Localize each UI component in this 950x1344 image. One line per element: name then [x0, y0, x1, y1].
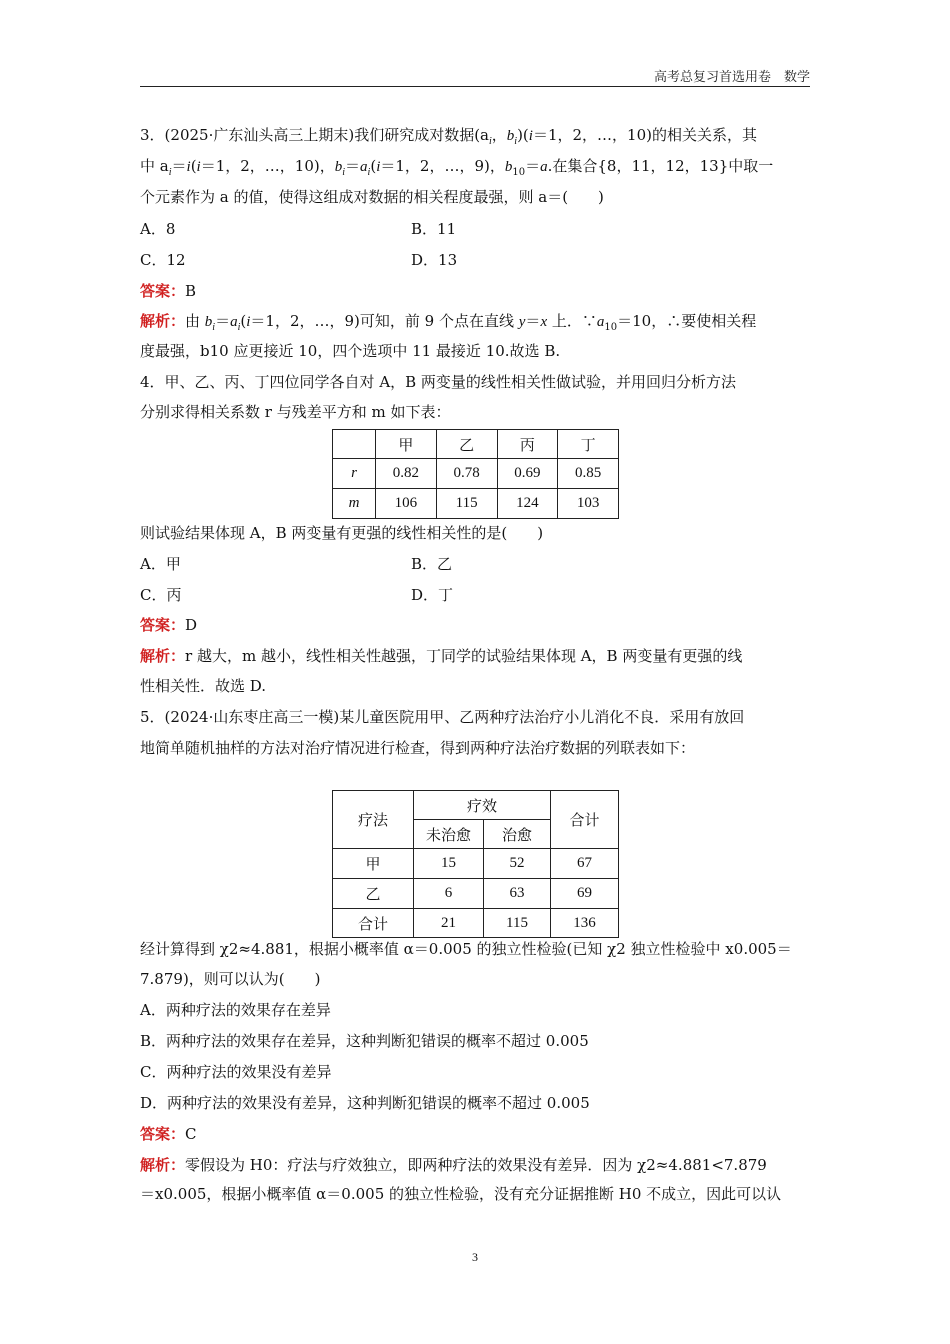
q4-table-cell: 0.82 — [376, 459, 437, 489]
q4-line-3: 则试验结果体现 A，B 两变量有更强的线性相关性的是( ) — [140, 524, 544, 542]
q4-answer: 答案：D — [140, 616, 198, 634]
q4-table-cell: 115 — [436, 489, 497, 519]
q5-table-cell: 67 — [551, 849, 619, 879]
q3-analysis-line-1: 解析：由 $b_i=a_i(i=1$，2，…，9)可知，前 9 个点在直线 y＝x 上．$\because a_{10}=10$，∴要使相关程 — [140, 312, 757, 333]
q4-analysis-line-1: 解析：r 越大，m 越小，线性相关性越强，丁同学的试验结果体现 A，B 两变量有更强的线 — [140, 647, 743, 665]
q5-table-cell: 63 — [484, 879, 551, 909]
q5-table-cell: 21 — [414, 909, 484, 938]
q3-analysis-line-2: 度最强，b10 应更接近 10，四个选项中 11 最接近 10.故选 B. — [140, 342, 561, 360]
q4-option-d: D．丁 — [411, 586, 454, 604]
q4-option-c: C．丙 — [140, 586, 182, 604]
q4-line-2: 分别求得相关系数 r 与残差平方和 m 如下表： — [140, 403, 451, 421]
q5-line-1: 5．(2024·山东枣庄高三一模)某儿童医院用甲、乙两种疗法治疗小儿消化不良．采用有放回 — [140, 708, 745, 726]
q5-table-cell: 115 — [484, 909, 551, 938]
q4-analysis-line-2: 性相关性．故选 D. — [140, 677, 267, 695]
q3-answer: 答案：B — [140, 282, 197, 300]
q5-line-3: 经计算得到 χ2≈4.881，根据小概率值 α＝0.005 的独立性检验(已知 χ2 独立性检验中 x0.005＝ — [140, 940, 792, 958]
q4-option-a: A．甲 — [140, 555, 181, 573]
q5-analysis-line-2: ＝x0.005，根据小概率值 α＝0.005 的独立性检验，没有充分证据推断 H0 不成立，因此可以认 — [140, 1185, 782, 1203]
q4-table-header: 丁 — [558, 430, 619, 459]
q4-row-label: r — [333, 459, 376, 489]
q4-table-cell: 103 — [558, 489, 619, 519]
q5-header-cured: 治愈 — [484, 820, 551, 849]
q4-table-cell: 0.85 — [558, 459, 619, 489]
q4-line-1: 4．甲、乙、丙、丁四位同学各自对 A，B 两变量的线性相关性做试验，并用回归分析方法 — [140, 373, 736, 391]
q5-table-cell: 52 — [484, 849, 551, 879]
q5-option-d: D．两种疗法的效果没有差异，这种判断犯错误的概率不超过 0.005 — [140, 1094, 590, 1112]
q4-row-label: m — [333, 489, 376, 519]
q5-analysis-line-1: 解析：零假设为 H0：疗法与疗效独立，即两种疗法的效果没有差异．因为 χ2≈4.881<7.879 — [140, 1156, 767, 1174]
q5-row-label: 合计 — [333, 909, 414, 938]
q5-table-cell: 69 — [551, 879, 619, 909]
q5-option-b: B．两种疗法的效果存在差异，这种判断犯错误的概率不超过 0.005 — [140, 1032, 589, 1050]
q4-option-b: B．乙 — [411, 555, 453, 573]
q5-line-2: 地简单随机抽样的方法对治疗情况进行检查，得到两种疗法治疗数据的列联表如下： — [140, 739, 696, 757]
q5-row-label: 甲 — [333, 849, 414, 879]
q3-line-2: 中 $a_i=i(i=1$，2，…，10)，$b_i=a_i(i=1$，2，…，9)，$b_{10}=a$.在集合{8，11，12，13}中取一 — [140, 157, 774, 178]
q3-line-3: 个元素作为 a 的值，使得这组成对数据的相关程度最强，则 a＝( ) — [140, 188, 604, 206]
page-number: 3 — [472, 1250, 478, 1264]
q3-option-d: D．13 — [411, 251, 458, 269]
q3-option-a: A．8 — [140, 220, 176, 238]
q4-table-cell: 0.78 — [436, 459, 497, 489]
q5-header-effect: 疗效 — [414, 791, 551, 820]
q4-table-header: 乙 — [436, 430, 497, 459]
q5-answer: 答案：C — [140, 1125, 197, 1143]
q5-line-4: 7.879)，则可以认为( ) — [140, 970, 321, 988]
q3-option-c: C．12 — [140, 251, 186, 269]
q5-row-label: 乙 — [333, 879, 414, 909]
q4-table-header: 丙 — [497, 430, 558, 459]
q4-table — [332, 429, 619, 519]
q5-contingency-table — [332, 790, 619, 938]
q5-table-cell: 6 — [414, 879, 484, 909]
q5-header-total: 合计 — [551, 791, 619, 849]
header-rule — [140, 86, 810, 87]
q5-table-cell: 136 — [551, 909, 619, 938]
q4-table-cell: 106 — [376, 489, 437, 519]
q4-table-cell: 124 — [497, 489, 558, 519]
q5-option-a: A．两种疗法的效果存在差异 — [140, 1001, 331, 1019]
q5-table-cell: 15 — [414, 849, 484, 879]
q4-table-header: 甲 — [376, 430, 437, 459]
header-title: 高考总复习首选用卷 数学 — [653, 70, 810, 85]
q3-line-1: 3．(2025·广东汕头高三上期末)我们研究成对数据($a_i$，$b_i)(i=1$，2，…，10)的相关关系，其 — [140, 126, 757, 147]
q4-table-cell — [333, 430, 376, 459]
q5-header-uncured: 未治愈 — [414, 820, 484, 849]
q4-table-cell: 0.69 — [497, 459, 558, 489]
q5-header-method: 疗法 — [333, 791, 414, 849]
q5-option-c: C．两种疗法的效果没有差异 — [140, 1063, 332, 1081]
q3-option-b: B．11 — [411, 220, 457, 238]
